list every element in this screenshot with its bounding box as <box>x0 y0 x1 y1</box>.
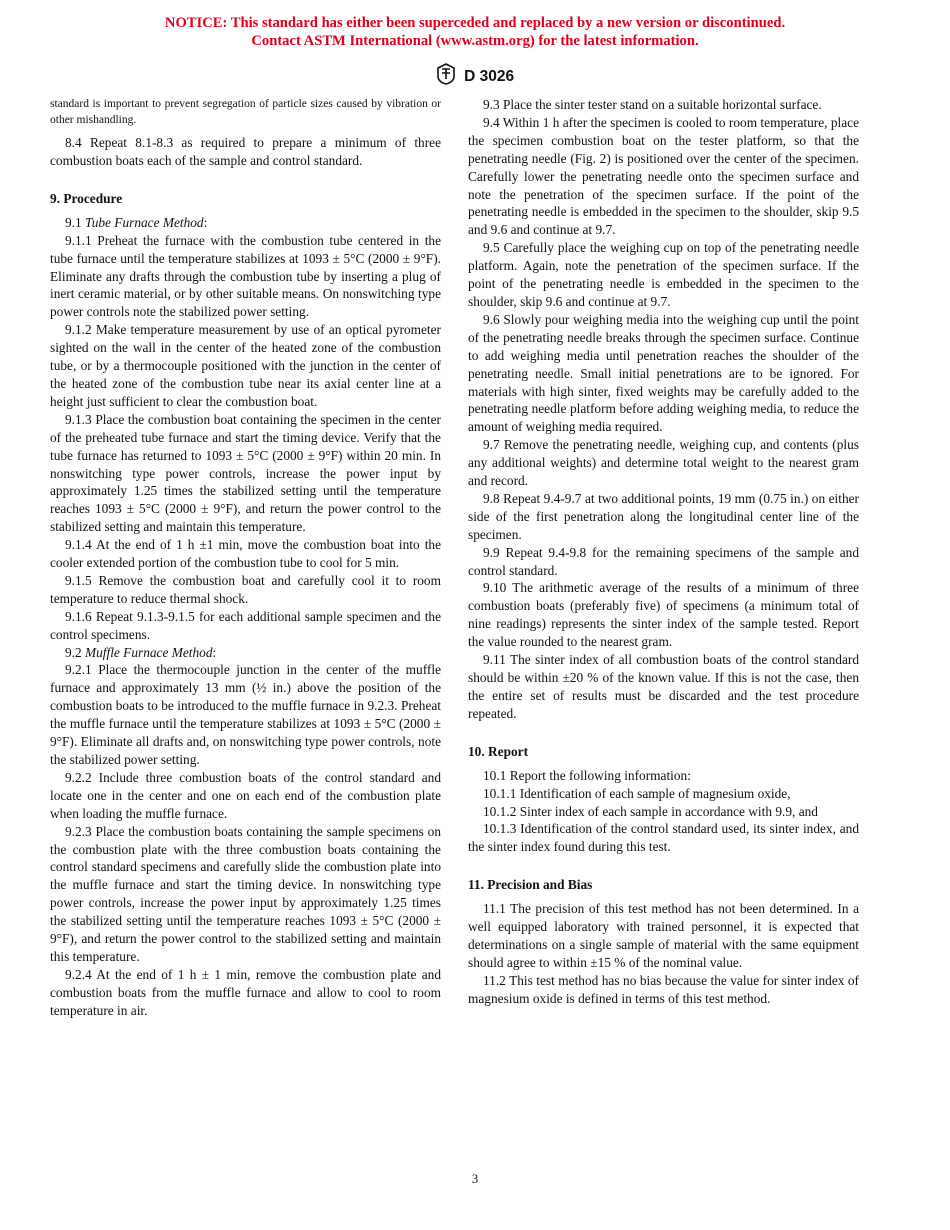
paragraph-9-2-3: 9.2.3 Place the combustion boats containing the sample specimens on the combustion plate with the three combustion boats containing the control standard specimens and carefully slide the combustion plate into the muffle furnace and start the timing device. In nonswitching type power controls, increase the power input by approximately 1.25 times the stabilized setting until the temperature reaches 1093 ± 5°C (2000 ± 9°F), and return the power control to the stabilized setting and maintain this temperature. <box>50 823 441 964</box>
paragraph-9-1-1: 9.1.1 Preheat the furnace with the combustion tube centered in the tube furnace until the temperature stabilizes at 1093 ± 5°C (2000 ± 9°F). Eliminate any drafts through the combustion tube by inserting a plug of inert ceramic material, or by other suitable means. On nonswitching type power controls note the stabilized power setting. <box>50 232 441 320</box>
designation: D 3026 <box>464 68 515 85</box>
paragraph-10-1-1: 10.1.1 Identification of each sample of magnesium oxide, <box>483 785 791 801</box>
paragraph-9-1-4: 9.1.4 At the end of 1 h ±1 min, move the combustion boat into the cooler extended portion of the combustion tube to cool for 5 min. <box>50 537 441 571</box>
notice-line-2: Contact ASTM International (www.astm.org) for the latest information. <box>251 33 699 49</box>
paragraph-9-9: 9.9 Repeat 9.4-9.8 for the remaining specimens of the sample and control standard. <box>468 544 859 578</box>
right-column <box>468 96 859 1008</box>
paragraph-9-4: 9.4 Within 1 h after the specimen is cooled to room temperature, place the specimen combustion boat on the tester platform, so that the penetrating needle (Fig. 2) is positioned over the center of the specimen. Carefully lower the penetrating needle onto the specimen surface and note the penetration of the specimen surface. If the point of the penetrating needle is embedded in the specimen to the shoulder, skip 9.5 and 9.6 and continue at 9.7. <box>468 114 859 238</box>
paragraph-9-2-2: 9.2.2 Include three combustion boats of the control standard and locate one in the center and one on each end of the combustion plate when loading the muffle furnace. <box>50 769 441 821</box>
paragraph-11-2: 11.2 This test method has no bias because the value for sinter index of magnesium oxide is defined in terms of this test method. <box>468 972 859 1006</box>
paragraph-9-8: 9.8 Repeat 9.4-9.7 at two additional points, 19 mm (0.75 in.) on either side of the first penetration along the longitudinal center line of the specimen. <box>468 490 859 542</box>
paragraph-9-5: 9.5 Carefully place the weighing cup on top of the penetrating needle platform. Again, note the penetration of the specimen surface. If the point of the penetrating needle is embedded in the specimen to the shoulder, skip 9.6 and continue at 9.7. <box>468 240 859 309</box>
paragraph-9-1-2: 9.1.2 Make temperature measurement by use of an optical pyrometer sighted on the wall in the center of the heated zone of the combustion tube, or by a thermocouple positioned with the junction in the center of the heated zone of the combustion tube near its axial center line at a height just sufficient to clear the combustion boat. <box>50 322 441 409</box>
paragraph-9-2-number: 9.2 <box>65 644 86 660</box>
paragraph-9-1-title: Tube Furnace Method <box>85 214 204 230</box>
paragraph-continued: standard is important to prevent segregation of particle sizes caused by vibration or other mishandling. <box>50 98 441 126</box>
paragraph-8-4: 8.4 Repeat 8.1-8.3 as required to prepare a minimum of three combustion boats each of the sample and control standard. <box>50 135 441 168</box>
section-heading-procedure: 9. Procedure <box>50 190 123 206</box>
paragraph-11-1: 11.1 The precision of this test method has not been determined. In a well equipped laboratory with trained personnel, it is expected that determinations on a single sample of material with the same equipment should agree to within ±15 % of the nominal value. <box>468 901 859 970</box>
paragraph-9-1-5: 9.1.5 Remove the combustion boat and carefully cool it to room temperature to reduce thermal shock. <box>50 572 441 606</box>
paragraph-10-1-2: 10.1.2 Sinter index of each sample in accordance with 9.9, and <box>483 803 818 819</box>
document-header <box>0 63 950 86</box>
paragraph-10-1: 10.1 Report the following information: <box>483 767 691 783</box>
paragraph-9-6: 9.6 Slowly pour weighing media into the weighing cup until the point of the penetrating needle breaks through the specimen surface. Continue to add weighing media until penetration reaches the shoulder of the penetrating needle. Small initial penetrations are to be ignored. For materials with high sinter, fixed weights may be carefully added to the penetrating needle platform before adding weighing media, to reduce the amount of weighing media required. <box>468 311 859 435</box>
paragraph-9-1-6: 9.1.6 Repeat 9.1.3-9.1.5 for each additional sample specimen and the control specimens. <box>50 608 441 642</box>
paragraph-9-2-colon: : <box>212 644 217 660</box>
section-heading-precision-bias: 11. Precision and Bias <box>468 877 593 893</box>
paragraph-9-2-4: 9.2.4 At the end of 1 h ± 1 min, remove the combustion plate and combustion boats from the muffle furnace and allow to cool to room temperature in air. <box>50 966 441 1018</box>
paragraph-9-7: 9.7 Remove the penetrating needle, weighing cup, and contents (plus any additional weights) and determine total weight to the nearest gram and record. <box>468 437 859 489</box>
paragraph-9-2 <box>50 644 441 662</box>
paragraph-9-1-colon: : <box>203 214 208 230</box>
paragraph-9-1-3: 9.1.3 Place the combustion boat containing the specimen in the center of the preheated tube furnace and start the timing device. Verify that the tube furnace has returned to 1093 ± 5°C (2000 ± 9°F) within 20 min. In nonswitching type power controls, increase the power input by approximately 1.25 times the stabilized setting until the temperature reaches 1093 ± 5°C (2000 ± 9°F), and return the power control to the stabilized setting and maintain this temperature. <box>50 411 441 535</box>
notice-banner <box>0 14 950 50</box>
paragraph-9-11: 9.11 The sinter index of all combustion boats of the control standard should be within ±20 % of the known value. If this is not the case, then the entire set of results must be discarded and the test procedure repeated. <box>468 652 859 721</box>
astm-logo-icon <box>436 63 456 85</box>
paragraph-10-1-3: 10.1.3 Identification of the control standard used, its sinter index, and the sinter index found during this test. <box>468 821 859 855</box>
paragraph-9-2-title: Muffle Furnace Method <box>85 644 213 660</box>
left-column <box>50 96 441 1020</box>
paragraph-9-10: 9.10 The arithmetic average of the results of a minimum of three combustion boats (preferably five) of specimens (a minimum total of nine readings) represents the sinter index of the sample tested. Report the value rounded to the nearest gram. <box>468 580 859 650</box>
paragraph-9-1 <box>50 214 441 232</box>
notice-line-1: NOTICE: This standard has either been superceded and replaced by a new version or discontinued. <box>164 15 786 31</box>
paragraph-9-3: 9.3 Place the sinter tester stand on a suitable horizontal surface. <box>483 97 822 112</box>
page-number: 3 <box>471 1172 479 1186</box>
paragraph-9-2-1: 9.2.1 Place the thermocouple junction in the center of the muffle furnace and approximately 13 mm (½ in.) above the position of the combustion boats to be introduced to the muffle furnace in 9.2.3. Preheat the muffle furnace until the temperature stabilizes at 1093 ± 5°C (2000 ± 9°F). Eliminate all drafts and, on nonswitching type power controls, note the stabilized power setting. <box>50 662 441 767</box>
paragraph-9-1-number: 9.1 <box>65 214 86 230</box>
section-heading-report: 10. Report <box>468 743 529 759</box>
